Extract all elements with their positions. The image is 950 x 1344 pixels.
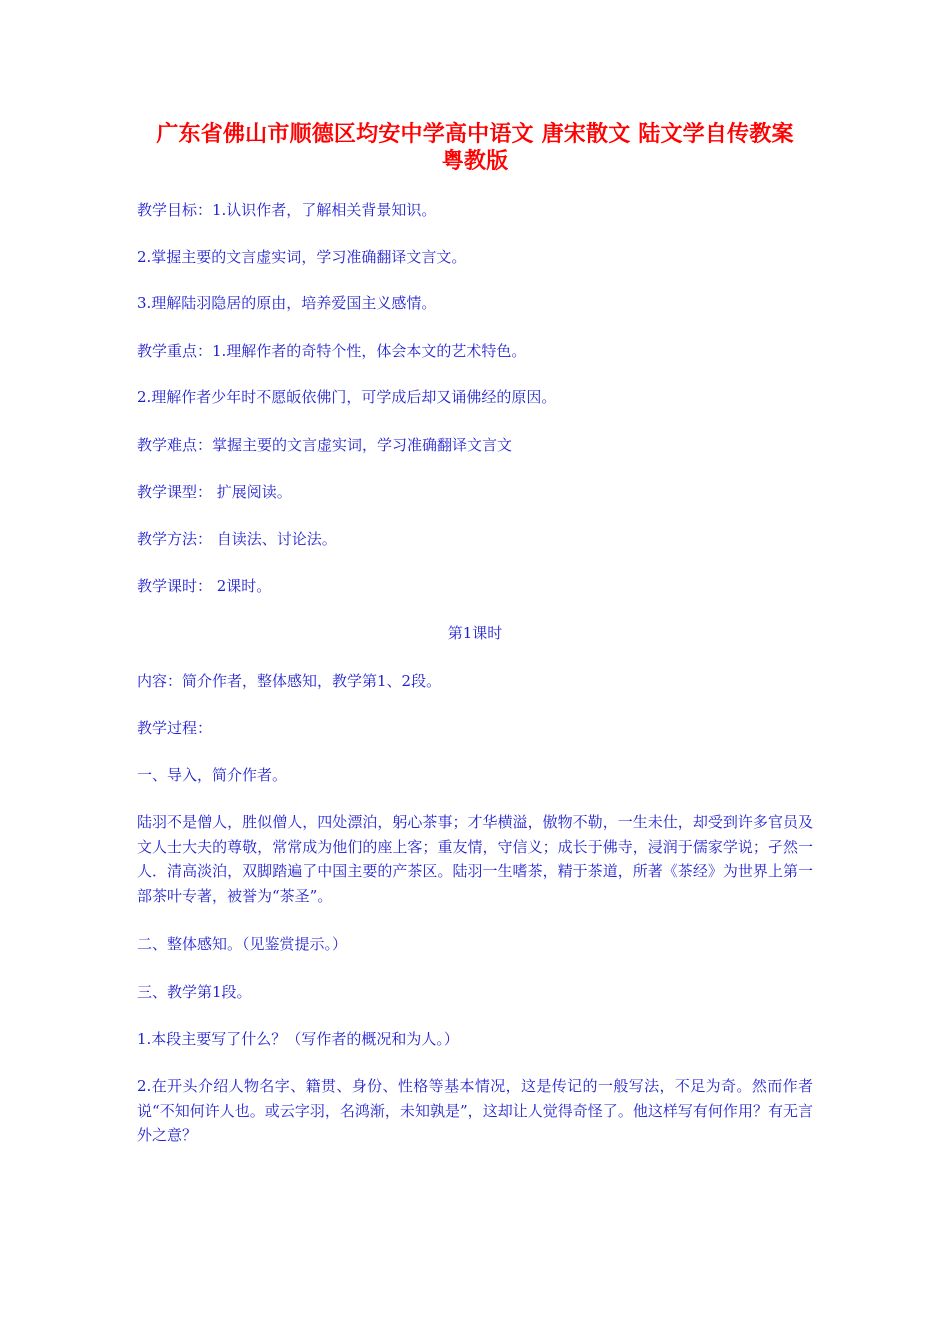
teaching-method: 教学方法： 自读法、讨论法。 bbox=[137, 530, 337, 548]
section-3-heading: 三、教学第1段。 bbox=[137, 983, 252, 1001]
lesson-hours: 教学课时： 2课时。 bbox=[137, 577, 272, 595]
author-introduction-paragraph: 陆羽不是僧人，胜似僧人，四处漂泊，躬心茶事；才华横溢，傲物不勒，一生未仕，却受到许多官员及文人士大夫的尊敬，常常成为他们的座上客；重友情，守信义；成长于佛寺，浸润于儒家学说；孑然一人．清高淡泊，双脚踏遍了中国主要的产茶区。陆羽一生嗜茶，精于茶道，所著《茶经》为世界上第一部茶叶专著，被誉为“茶圣”。 bbox=[137, 813, 813, 905]
section-1-heading: 一、导入，简介作者。 bbox=[137, 766, 288, 784]
section-2-heading: 二、整体感知。（见鉴赏提示。） bbox=[137, 935, 348, 953]
teaching-difficulty: 教学难点：掌握主要的文言虚实词，学习准确翻译文言文 bbox=[137, 436, 513, 454]
teaching-process-heading: 教学过程： bbox=[137, 719, 213, 737]
lesson-1-heading: 第1课时 bbox=[447, 624, 503, 642]
teaching-objective-2: 2.掌握主要的文言虚实词，学习准确翻译文言文。 bbox=[137, 248, 467, 266]
teaching-objective-3: 3.理解陆羽隐居的原由，培养爱国主义感情。 bbox=[137, 294, 437, 312]
teaching-focus-1: 教学重点：1.理解作者的奇特个性，体会本文的艺术特色。 bbox=[137, 342, 527, 360]
question-1: 1.本段主要写了什么？（写作者的概况和为人。） bbox=[137, 1030, 459, 1048]
lesson-content: 内容：简介作者，整体感知，教学第1、2段。 bbox=[137, 672, 442, 690]
question-2: 2.在开头介绍人物名字、籍贯、身份、性格等基本情况，这是传记的一般写法，不足为奇。然而作者说“不知何许人也。或云字羽，名鸿渐，未知孰是”，这却让人觉得奇怪了。他这样写有何作用？有无言外之意？ bbox=[137, 1077, 813, 1144]
teaching-focus-2: 2.理解作者少年时不愿皈依佛门，可学成后却又诵佛经的原因。 bbox=[137, 388, 557, 406]
document-title-line-1: 广东省佛山市顺德区均安中学高中语文 唐宋散文 陆文学自传教案 bbox=[156, 121, 794, 147]
document-title-line-2: 粤教版 bbox=[441, 148, 509, 174]
lesson-type: 教学课型： 扩展阅读。 bbox=[137, 483, 292, 501]
teaching-objective-1: 教学目标：1.认识作者，了解相关背景知识。 bbox=[137, 201, 437, 219]
